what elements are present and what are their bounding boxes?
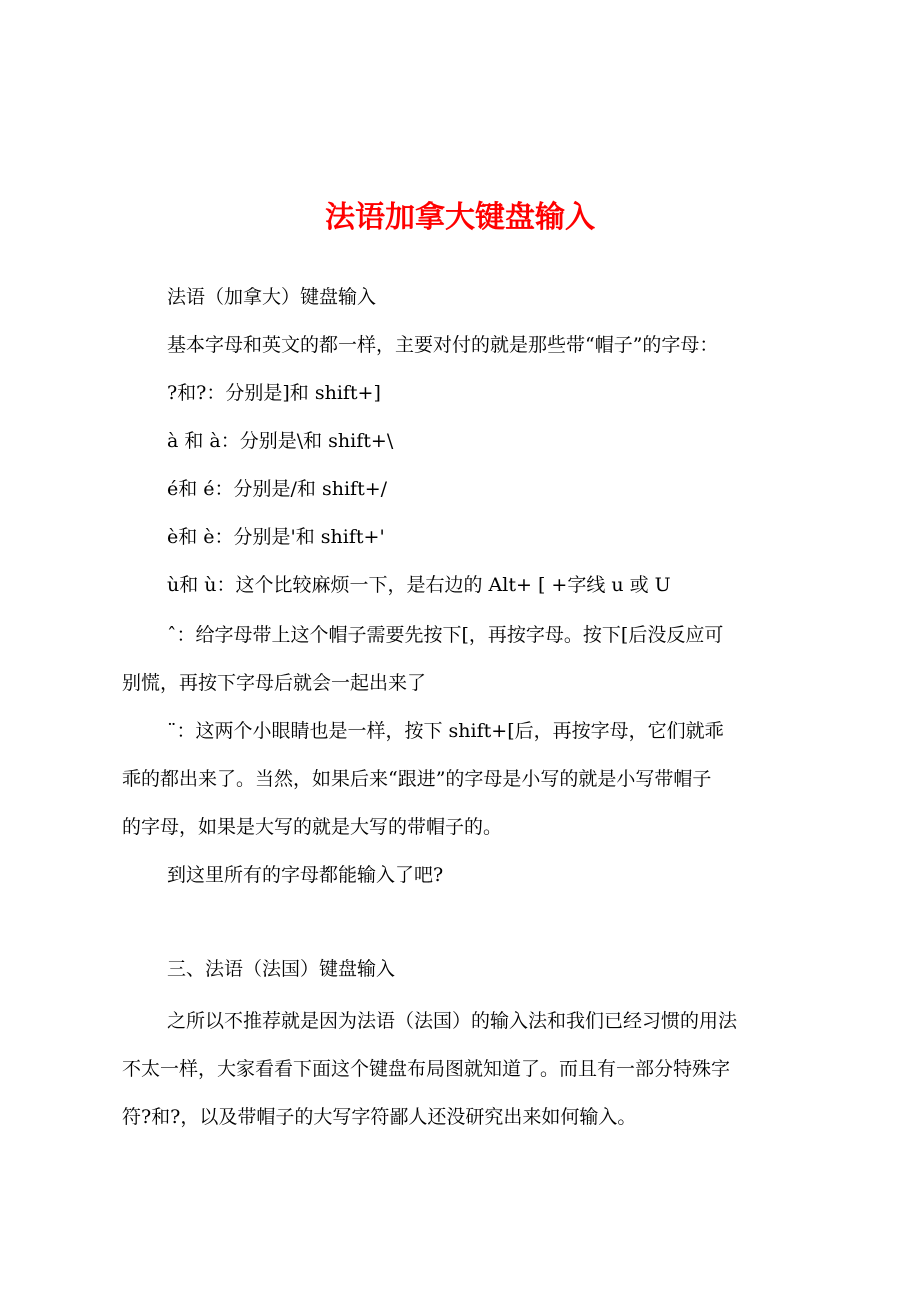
paragraph-line: è和 è：分别是'和 shift+' — [167, 526, 385, 548]
paragraph-line: 不太一样，大家看看下面这个键盘布局图就知道了。而且有一部分特殊字 — [122, 1058, 731, 1080]
paragraph-line: 到这里所有的字母都能输入了吧? — [167, 864, 444, 886]
paragraph-line: 乖的都出来了。当然，如果后来“跟进”的字母是小写的就是小写带帽子 — [122, 768, 712, 790]
paragraph-line: ˆ：给字母带上这个帽子需要先按下[，再按字母。按下[后没反应可 — [167, 624, 724, 646]
section-heading: 三、法语（法国）键盘输入 — [167, 958, 396, 980]
paragraph-line: 之所以不推荐就是因为法语（法国）的输入法和我们已经习惯的用法 — [167, 1010, 738, 1032]
paragraph-line: ù和 ù：这个比较麻烦一下，是右边的 Alt+ [ +字线 u 或 U — [167, 574, 671, 596]
paragraph-line: 法语（加拿大）键盘输入 — [167, 286, 377, 308]
paragraph-line: à 和 à：分别是\和 shift+\ — [167, 430, 394, 452]
paragraph-line: ?和?：分别是]和 shift+] — [167, 382, 381, 404]
paragraph-line: é和 é：分别是/和 shift+/ — [167, 478, 388, 500]
paragraph-line: ¨：这两个小眼睛也是一样，按下 shift+[后，再按字母，它们就乖 — [167, 720, 724, 742]
document-title: 法语加拿大键盘输入 — [325, 200, 595, 235]
paragraph-line: 别慌，再按下字母后就会一起出来了 — [122, 672, 427, 694]
paragraph-line: 基本字母和英文的都一样，主要对付的就是那些带“帽子”的字母： — [167, 334, 719, 356]
paragraph-line: 的字母，如果是大写的就是大写的带帽子的。 — [122, 816, 503, 838]
paragraph-line: 符?和?，以及带帽子的大写字符鄙人还没研究出来如何输入。 — [122, 1106, 637, 1128]
